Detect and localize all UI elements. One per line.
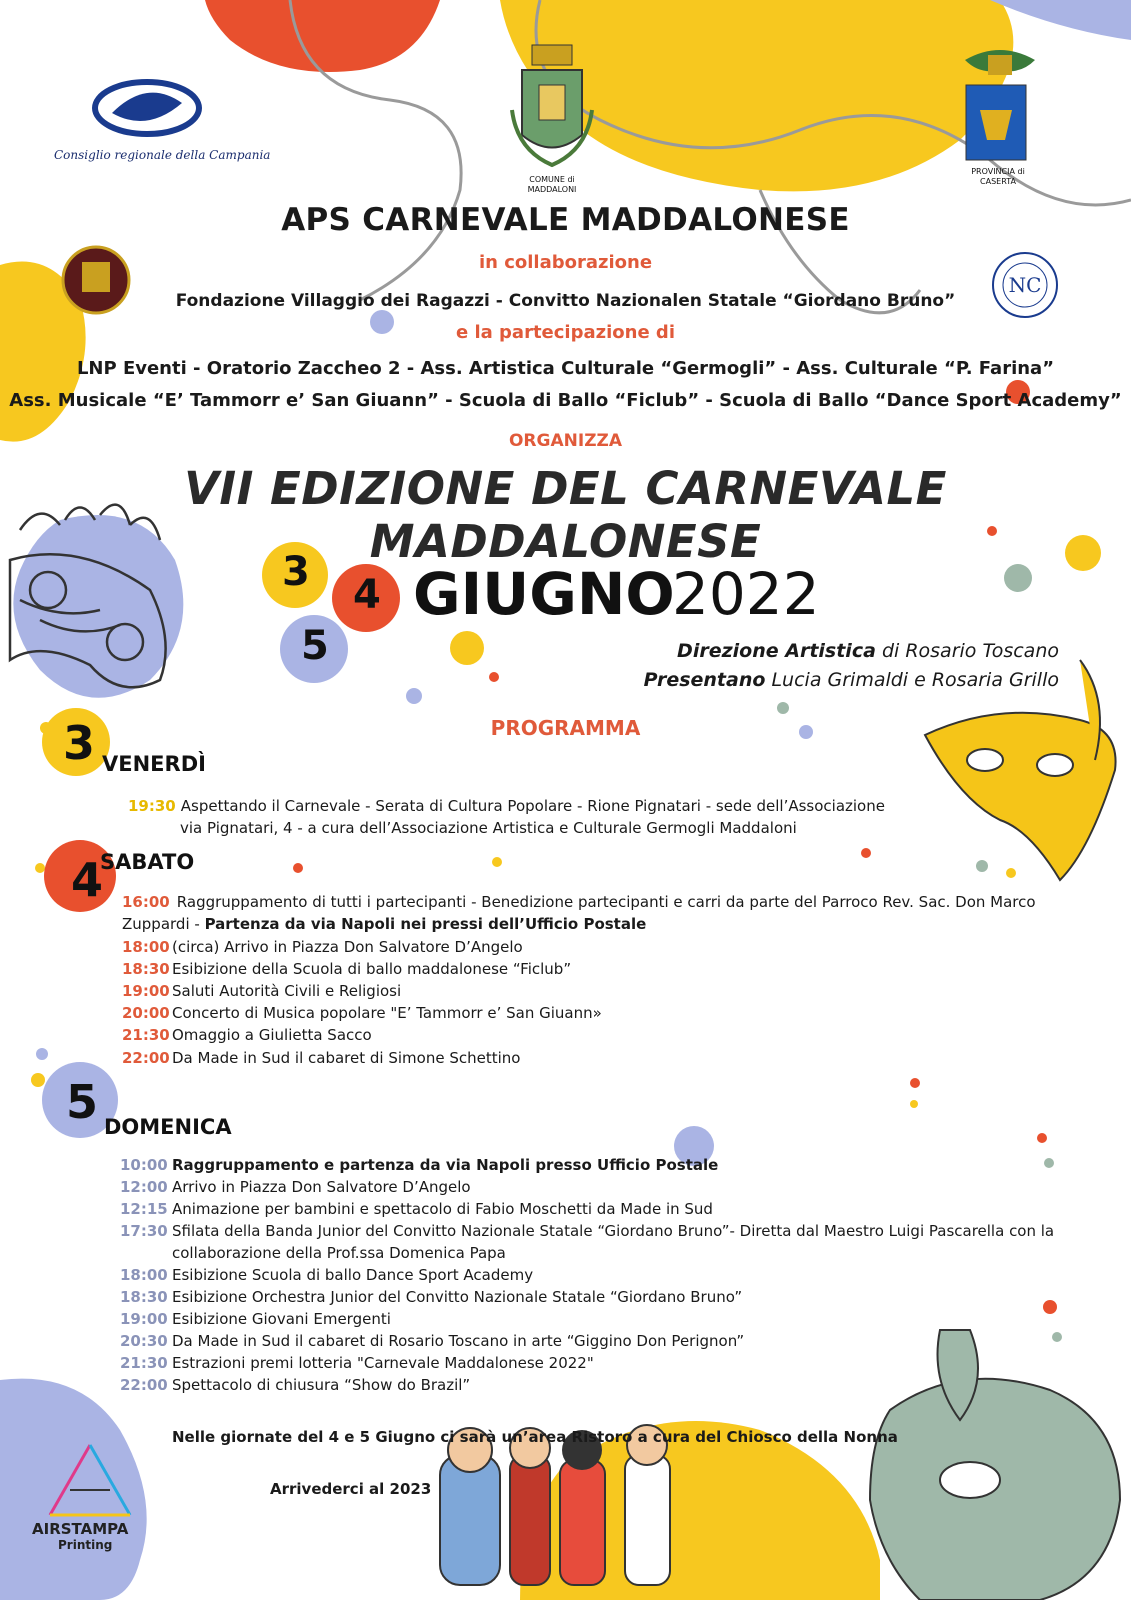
castle-crest-icon — [507, 40, 597, 170]
maddaloni-label-1: COMUNE di — [529, 175, 575, 184]
dot — [492, 857, 502, 867]
event-time: 19:30 — [128, 797, 176, 815]
campania-logo — [92, 78, 202, 138]
day5-event — [120, 1308, 391, 1330]
date-year: 2022 — [672, 560, 820, 628]
ristoro-note: Nelle giornate del 4 e 5 Giugno ci sarà un’area Ristoro a cura del Chiosco della Nonna — [172, 1428, 898, 1446]
event-desc: Esibizione Scuola di ballo Dance Sport Academy — [172, 1266, 534, 1284]
dot — [36, 1048, 48, 1060]
event-desc: Aspettando il Carnevale - Serata di Cultura Popolare - Rione Pignatari - sede dell’Associazione — [180, 797, 885, 815]
event-desc: Esibizione della Scuola di ballo maddalonese “Ficlub” — [172, 960, 572, 978]
bottom-right-mask-illustration — [870, 1330, 1120, 1600]
dot — [976, 860, 988, 872]
event-time: 12:00 — [120, 1178, 168, 1196]
event-desc: Saluti Autorità Civili e Religiosi — [172, 982, 402, 1000]
day5-event — [120, 1220, 1054, 1242]
dot — [31, 1073, 45, 1087]
day5-event — [120, 1154, 718, 1176]
event-time: 17:30 — [120, 1222, 168, 1240]
dot — [1006, 868, 1016, 878]
event-time: 22:00 — [120, 1376, 168, 1394]
dot — [1037, 1133, 1047, 1143]
day4-name: SABATO — [100, 850, 195, 874]
event-desc: Da Made in Sud il cabaret di Simone Schettino — [172, 1049, 521, 1067]
day3-event — [128, 795, 885, 817]
direzione-label: Direzione Artistica — [677, 640, 876, 662]
event-time: 18:00 — [122, 938, 170, 956]
province-crest-icon — [960, 40, 1040, 165]
day3-name: VENERDÌ — [102, 752, 206, 776]
event-desc: Esibizione Giovani Emergenti — [172, 1310, 391, 1328]
day5-number: 5 — [66, 1075, 99, 1129]
day4-event — [122, 1047, 520, 1069]
day5-event — [120, 1286, 742, 1308]
date-day-3: 3 — [282, 549, 310, 595]
dot — [450, 631, 484, 665]
event-time: 19:00 — [120, 1310, 168, 1328]
event-desc: Sfilata della Banda Junior del Convitto Nazionale Statale “Giordano Bruno”- Diretta dal Maestro Luigi Pascarella con la — [172, 1222, 1055, 1240]
dot — [1004, 564, 1032, 592]
day5-event — [120, 1352, 594, 1374]
day4-event — [122, 936, 523, 958]
dot — [910, 1100, 918, 1108]
day5-event-cont: collaborazione della Prof.ssa Domenica Papa — [172, 1244, 506, 1262]
printer-name: AIRSTAMPA — [32, 1520, 129, 1538]
day4-event — [122, 980, 401, 1002]
event-desc: Da Made in Sud il cabaret di Rosario Toscano in arte “Giggino Don Perignon” — [172, 1332, 745, 1350]
day5-name: DOMENICA — [104, 1115, 232, 1139]
event-desc: Estrazioni premi lotteria "Carnevale Maddalonese 2022" — [172, 1354, 594, 1372]
page-title: APS CARNEVALE MADDALONESE — [281, 202, 850, 238]
dot — [1052, 1332, 1062, 1342]
day4-event — [122, 958, 571, 980]
dot — [1044, 1158, 1054, 1168]
event-desc: Concerto di Musica popolare "E’ Tammorr e’ San Giuann» — [172, 1004, 602, 1022]
day4-event — [122, 1024, 372, 1046]
event-time: 10:00 — [120, 1156, 168, 1174]
dot — [293, 863, 303, 873]
caserta-label-2: CASERTA — [980, 177, 1016, 186]
event-time: 21:30 — [122, 1026, 170, 1044]
event-time: 18:00 — [120, 1266, 168, 1284]
date-day-5: 5 — [301, 623, 329, 669]
day3-number: 3 — [63, 716, 96, 770]
event-desc: (circa) Arrivo in Piazza Don Salvatore D’Angelo — [172, 938, 523, 956]
red-blob-top — [205, 0, 440, 72]
day5-event — [120, 1264, 533, 1286]
event-desc: Zuppardi - — [122, 915, 205, 933]
collab-label: in collaborazione — [478, 252, 653, 273]
event-time: 12:15 — [120, 1200, 168, 1218]
event-time: 22:00 — [122, 1049, 170, 1067]
programma-label: PROGRAMMA — [490, 716, 641, 740]
dot — [489, 672, 499, 682]
maddaloni-label-2: MADDALONI — [527, 185, 577, 194]
maddaloni-crest — [507, 40, 597, 170]
event-desc: Spettacolo di chiusura “Show do Brazil” — [172, 1376, 471, 1394]
collab-line: Fondazione Villaggio dei Ragazzi - Convitto Nazionalen Statale “Giordano Bruno” — [175, 291, 956, 311]
dot — [406, 688, 422, 704]
participants-line-2: Ass. Musicale “E’ Tammorr e’ San Giuann” - Scuola di Ballo “Ficlub” - Scuola di Ballo “Dance Sport Academy” — [9, 390, 1122, 411]
event-desc-bold: Partenza da via Napoli nei pressi dell’Ufficio Postale — [204, 915, 647, 933]
partecipazione-label: e la partecipazione di — [455, 322, 675, 343]
direzione-credit — [677, 640, 1059, 662]
event-desc: Animazione per bambini e spettacolo di Fabio Moschetti da Made in Sud — [172, 1200, 713, 1218]
presentano-credit — [644, 669, 1059, 691]
date-month: GIUGNO — [413, 560, 675, 628]
presentano-label: Presentano — [643, 669, 766, 691]
dot — [910, 1078, 920, 1088]
event-desc: Raggruppamento di tutti i partecipanti - Benedizione partecipanti e carri da parte del Parroco Rev. Sac. Don Marco — [176, 893, 1036, 911]
organizza-label: ORGANIZZA — [508, 431, 622, 451]
dot — [35, 863, 45, 873]
day3-event-cont: via Pignatari, 4 - a cura dell’Associazione Artistica e Culturale Germogli Maddaloni — [180, 819, 797, 837]
day5-event — [120, 1374, 470, 1396]
event-desc: Omaggio a Giulietta Sacco — [172, 1026, 372, 1044]
direzione-name: di Rosario Toscano — [881, 640, 1059, 662]
event-time: 16:00 — [122, 893, 170, 911]
event-time: 19:00 — [122, 982, 170, 1000]
caserta-crest — [960, 40, 1040, 165]
printer-sub: Printing — [58, 1538, 113, 1552]
day4-number: 4 — [71, 853, 104, 907]
right-mask-illustration — [925, 660, 1116, 880]
participants-line-1: LNP Eventi - Oratorio Zaccheo 2 - Ass. Artistica Culturale “Germogli” - Ass. Culturale “P. Farina” — [76, 358, 1055, 379]
day4-event-cont — [122, 913, 646, 935]
event-time: 20:00 — [122, 1004, 170, 1022]
event-time: 18:30 — [122, 960, 170, 978]
event-desc: Esibizione Orchestra Junior del Convitto Nazionale Statale “Giordano Bruno” — [172, 1288, 743, 1306]
event-desc: Arrivo in Piazza Don Salvatore D’Angelo — [172, 1178, 471, 1196]
day5-event — [120, 1176, 471, 1198]
day5-event — [120, 1198, 713, 1220]
dot — [1043, 1300, 1057, 1314]
day5-event — [120, 1330, 744, 1352]
caserta-label-1: PROVINCIA di — [971, 167, 1025, 176]
airstampa-triangle-icon — [35, 1440, 145, 1520]
campania-emblem-icon — [92, 78, 202, 138]
dot — [777, 702, 789, 714]
event-time: 21:30 — [120, 1354, 168, 1372]
day4-event — [122, 1002, 602, 1024]
date-day-4: 4 — [353, 572, 381, 618]
arrivederci: Arrivederci al 2023 — [270, 1480, 432, 1498]
svg-text:NC: NC — [1008, 273, 1042, 297]
edition-title: VII EDIZIONE DEL CARNEVALE MADDALONESE — [184, 462, 947, 568]
campania-label: Consiglio regionale della Campania — [54, 148, 271, 162]
event-desc: Raggruppamento e partenza da via Napoli presso Ufficio Postale — [172, 1156, 719, 1174]
day4-event — [122, 891, 1036, 913]
presentano-names: Lucia Grimaldi e Rosaria Grillo — [771, 669, 1059, 691]
event-time: 20:30 — [120, 1332, 168, 1350]
event-time: 18:30 — [120, 1288, 168, 1306]
dot — [861, 848, 871, 858]
